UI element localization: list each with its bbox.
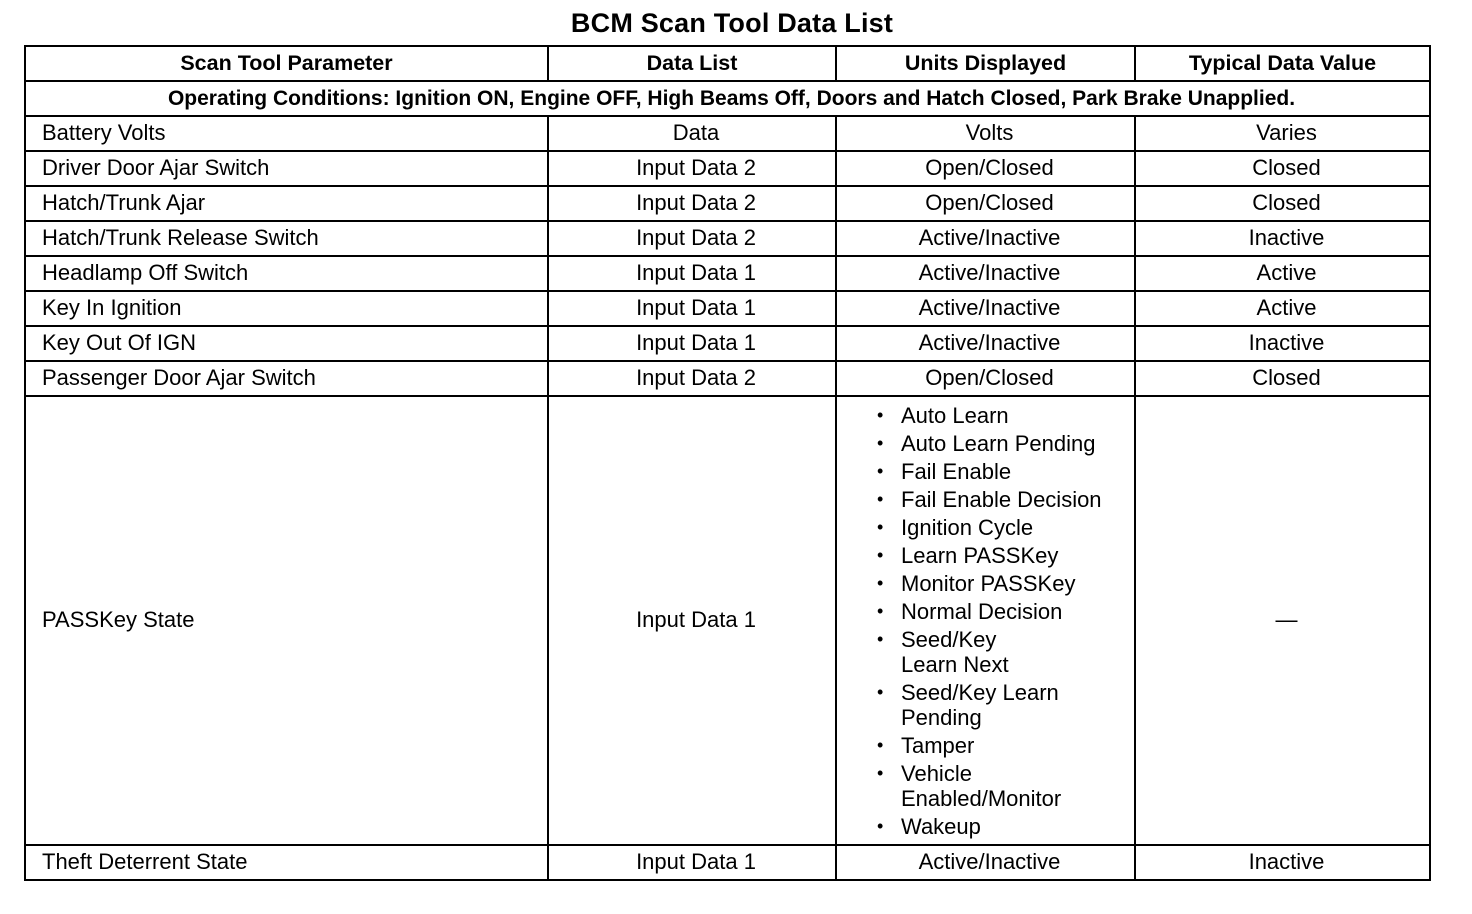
table-row [25,221,1430,256]
cell-units: Volts [836,116,1135,151]
cell-parameter: Theft Deterrent State [25,845,548,880]
cell-data-list: Input Data 2 [548,221,836,256]
cell-data-list: Input Data 1 [548,845,836,880]
cell-typical: Inactive [1135,845,1430,880]
operating-conditions-row [25,81,1430,116]
cell-typical: Closed [1135,151,1430,186]
cell-typical: Closed [1135,361,1430,396]
bullet-icon: • [877,734,884,755]
cell-units: Open/Closed [836,186,1135,221]
table-row [25,361,1430,396]
list-item: • Auto Learn Pending [877,430,1096,456]
cell-units: Active/Inactive [836,221,1135,256]
list-item: • Auto Learn [877,402,1009,428]
header-units: Units Displayed [836,46,1135,81]
bullet-icon: • [877,572,884,593]
table-row [25,291,1430,326]
cell-parameter: Hatch/Trunk Ajar [25,186,548,221]
cell-typical: Inactive [1135,221,1430,256]
cell-data-list: Input Data 2 [548,151,836,186]
table-row [25,326,1430,361]
bullet-icon: • [877,762,884,783]
page-title: BCM Scan Tool Data List [570,8,894,38]
cell-data-list: Input Data 1 [548,326,836,361]
bullet-icon: • [877,815,884,836]
cell-data-list: Data [548,116,836,151]
cell-parameter: Passenger Door Ajar Switch [25,361,548,396]
bullet-icon: • [877,628,884,649]
list-item: • Ignition Cycle [877,514,1034,540]
bullet-icon: • [877,432,884,453]
cell-typical: Varies [1135,116,1430,151]
cell-units: Active/Inactive [836,291,1135,326]
bullet-icon: • [877,460,884,481]
table-row [25,151,1430,186]
cell-parameter: Key Out Of IGN [25,326,548,361]
cell-typical: Active [1135,256,1430,291]
cell-units: Active/Inactive [836,326,1135,361]
list-item: • Monitor PASSKey [877,570,1076,596]
bullet-icon: • [877,516,884,537]
header-data-list: Data List [548,46,836,81]
cell-parameter: Battery Volts [25,116,548,151]
header-row [25,46,1430,81]
bullet-icon: • [877,600,884,621]
bullet-icon: • [877,681,884,702]
cell-units: Active/Inactive [836,845,1135,880]
cell-units: Open/Closed [836,151,1135,186]
cell-data-list: Input Data 2 [548,186,836,221]
header-parameter: Scan Tool Parameter [25,46,548,81]
table-row-passkey [25,396,1430,845]
cell-units: Open/Closed [836,361,1135,396]
cell-units-list [836,396,1135,845]
cell-data-list: Input Data 1 [548,256,836,291]
cell-parameter: Key In Ignition [25,291,548,326]
cell-parameter: Headlamp Off Switch [25,256,548,291]
list-item: • Fail Enable Decision [877,486,1102,512]
bullet-icon: • [877,488,884,509]
list-item: • Vehicle Enabled/Monitor [877,760,1062,811]
bullet-icon: • [877,544,884,565]
table-row [25,186,1430,221]
bullet-icon: • [877,404,884,425]
passkey-states-list [837,403,1130,839]
list-item: • Wakeup [877,813,981,839]
list-item: • Tamper [877,732,975,758]
cell-typical: Closed [1135,186,1430,221]
cell-typical: — [1135,396,1430,845]
cell-units: Active/Inactive [836,256,1135,291]
cell-data-list: Input Data 2 [548,361,836,396]
cell-typical: Active [1135,291,1430,326]
list-item: • Seed/Key Learn Pending [877,679,1059,730]
table-row [25,116,1430,151]
cell-data-list: Input Data 1 [548,396,836,845]
cell-parameter: Hatch/Trunk Release Switch [25,221,548,256]
list-item: • Normal Decision [877,598,1063,624]
list-item: • Seed/Key Learn Next [877,626,1009,677]
list-item: • Learn PASSKey [877,542,1059,568]
operating-conditions: Operating Conditions: Ignition ON, Engine OFF, High Beams Off, Doors and Hatch Closed, Park Brake Unapplied. [25,81,1430,116]
cell-parameter: Driver Door Ajar Switch [25,151,548,186]
cell-typical: Inactive [1135,326,1430,361]
table-row [25,845,1430,880]
table-row [25,256,1430,291]
list-item: • Fail Enable [877,458,1012,484]
cell-parameter: PASSKey State [25,396,548,845]
header-typical: Typical Data Value [1135,46,1430,81]
cell-data-list: Input Data 1 [548,291,836,326]
data-table [24,45,1431,881]
